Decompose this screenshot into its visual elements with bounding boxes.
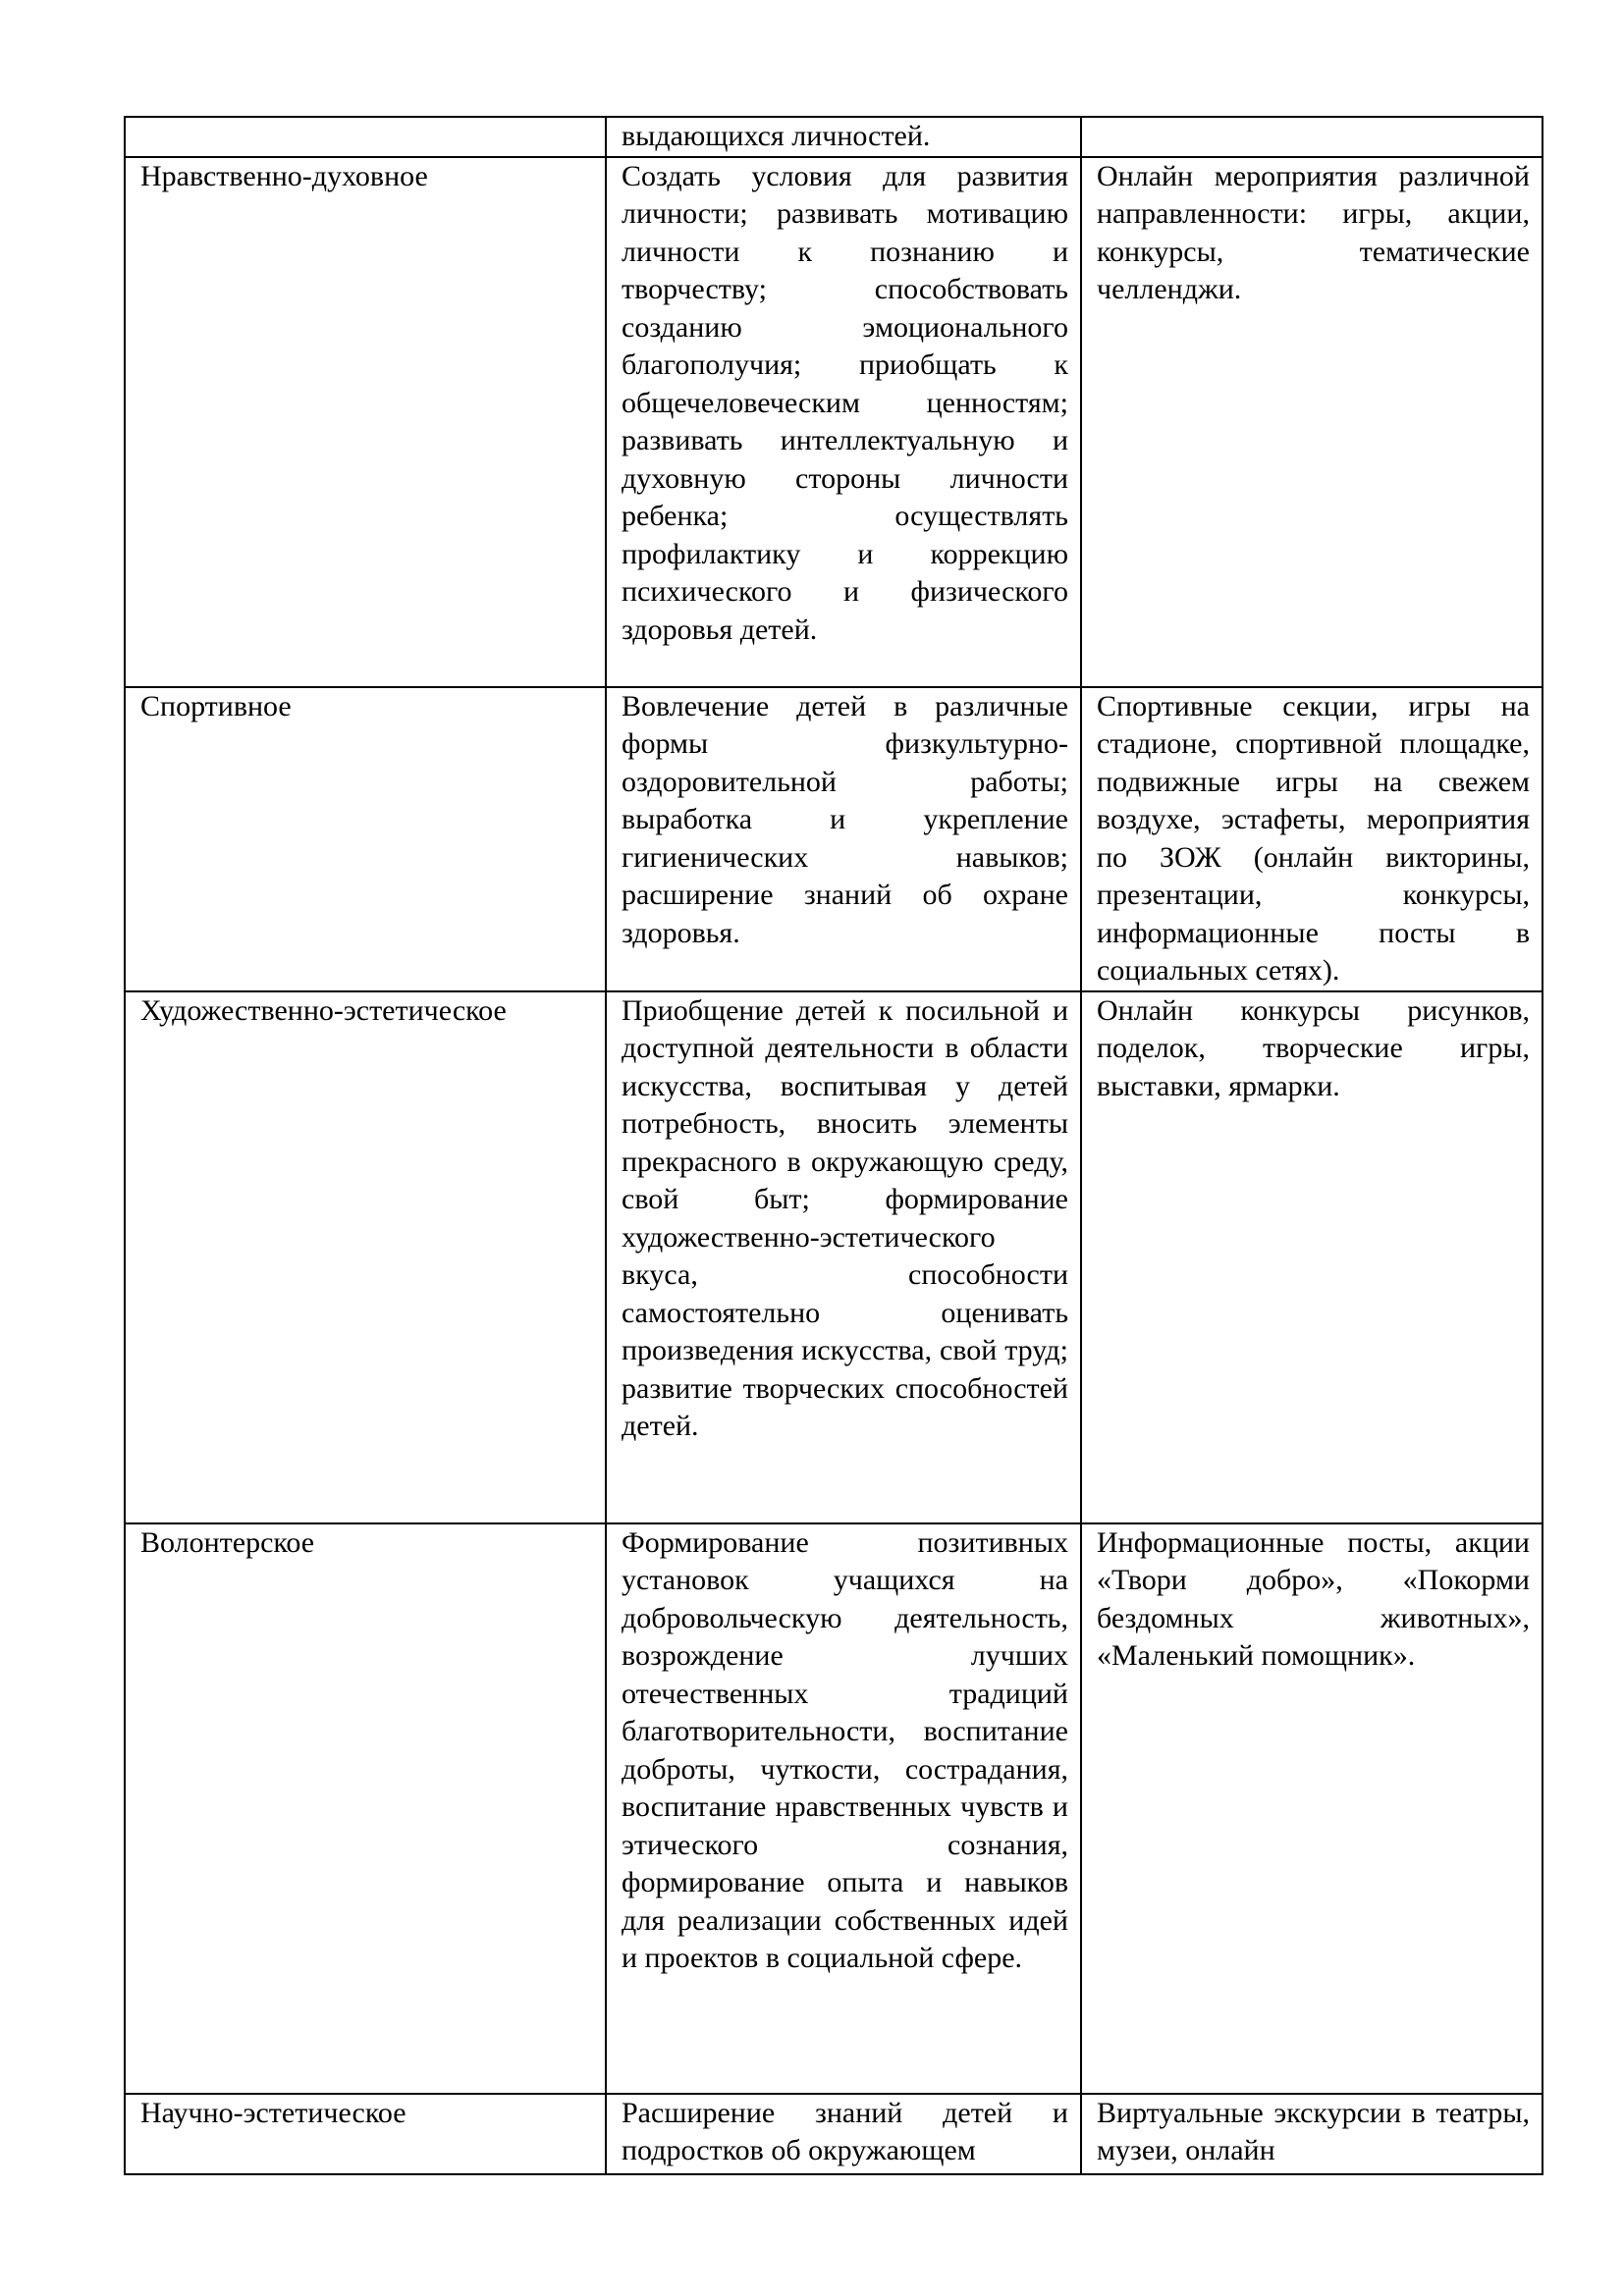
table-row [125, 117, 1543, 157]
tasks-cell: Создать условия для развития личности; развивать мотивацию личности к познанию и творчеству; способствовать созданию эмоционального благополучия; приобщать к общечеловеческим ценностям; развивать интеллектуальную и духовную стороны личности ребенка; осуществлять профилактику и коррекцию психического и физического здоровья детей. [606, 157, 1081, 687]
table-row [125, 157, 1543, 687]
table-row [125, 2094, 1543, 2174]
forms-cell [1081, 117, 1543, 157]
direction-cell: Спортивное [125, 687, 606, 991]
table-row [125, 1523, 1543, 2094]
forms-cell: Виртуальные экскурсии в театры, музеи, онлайн [1081, 2094, 1543, 2174]
tasks-cell: выдающихся личностей. [606, 117, 1081, 157]
direction-cell: Волонтерское [125, 1523, 606, 2094]
forms-cell: Информационные посты, акции «Твори добро», «Покорми бездомных животных», «Маленький помощник». [1081, 1523, 1543, 2094]
direction-cell: Художественно-эстетическое [125, 991, 606, 1523]
tasks-cell: Формирование позитивных установок учащихся на добровольческую деятельность, возрождение лучших отечественных традиций благотворительности, воспитание доброты, чуткости, сострадания, воспитание нравственных чувств и этического сознания, формирование опыта и навыков для реализации собственных идей и проектов в социальной сфере. [606, 1523, 1081, 2094]
tasks-cell: Вовлечение детей в различные формы физкультурно-оздоровительной работы; выработка и укрепление гигиенических навыков; расширение знаний об охране здоровья. [606, 687, 1081, 991]
direction-cell [125, 117, 606, 157]
table-row [125, 991, 1543, 1523]
forms-cell: Онлайн мероприятия различной направленности: игры, акции, конкурсы, тематические челленджи. [1081, 157, 1543, 687]
direction-cell: Нравственно-духовное [125, 157, 606, 687]
forms-cell: Онлайн конкурсы рисунков, поделок, творческие игры, выставки, ярмарки. [1081, 991, 1543, 1523]
tasks-cell: Приобщение детей к посильной и доступной деятельности в области искусства, воспитывая у детей потребность, вносить элементы прекрасного в окружающую среду, свой быт; формирование художественно-эстетического вкуса, способности самостоятельно оценивать произведения искусства, свой труд; развитие творческих способностей детей. [606, 991, 1081, 1523]
forms-cell: Спортивные секции, игры на стадионе, спортивной площадке, подвижные игры на свежем воздухе, эстафеты, мероприятия по ЗОЖ (онлайн викторины, презентации, конкурсы, информационные посты в социальных сетях). [1081, 687, 1543, 991]
tasks-cell: Расширение знаний детей и подростков об окружающем [606, 2094, 1081, 2174]
activities-table [124, 116, 1543, 2175]
table-row [125, 687, 1543, 991]
direction-cell: Научно-эстетическое [125, 2094, 606, 2174]
